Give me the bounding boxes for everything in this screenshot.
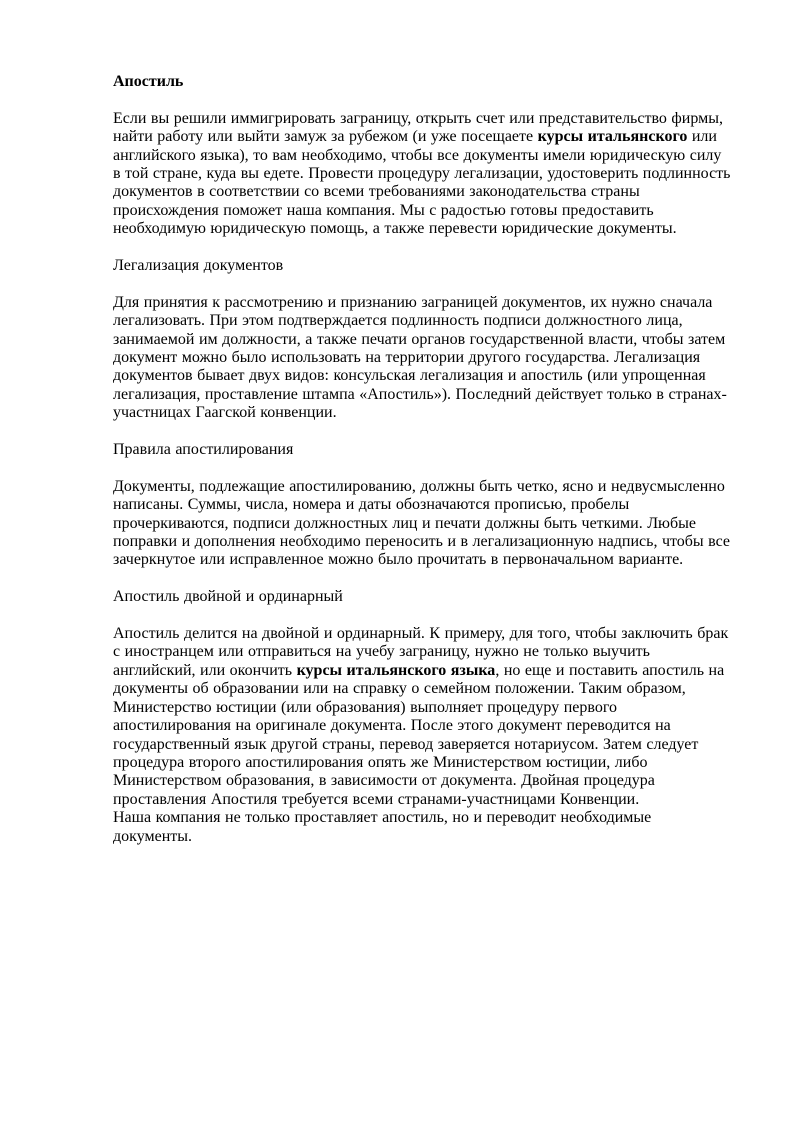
paragraph	[113, 110, 732, 239]
text-run: Апостиль двойной и ординарный	[113, 588, 343, 606]
section-heading	[113, 441, 732, 459]
text-run: Для принятия к рассмотрению и признанию заграницей документов, их нужно сначала легализовать. При этом подтверждается подлинность подписи должностного лица, занимаемой им должности, а также печати органов государственной власти, чтобы затем документ можно было использовать на территории другого государства. Легализация документов бывает двух видов: консульская легализация и апостиль (или упрощенная легализация, проставление штампа «Апостиль»). Последний действует только в странах-участницах Гаагской конвенции.	[113, 293, 727, 422]
text-run: или английского языка), то вам необходимо, чтобы все документы имели юридическую силу в той стране, куда вы едете. Провести процедуру легализации, удостоверить подлинность документов в соответствии со всеми требованиями законодательства страны происхождения поможет наша компания. Мы с радостью готовы предоставить необходимую юридическую помощь, а также перевести юридические документы.	[113, 128, 731, 238]
text-run: Наша компания не только проставляет апостиль, но и переводит необходимые документы.	[113, 809, 652, 845]
section-heading	[113, 588, 732, 606]
paragraph	[113, 625, 732, 846]
bold-text-run: Апостиль	[113, 73, 184, 90]
text-run: Документы, подлежащие апостилированию, должны быть четко, ясно и недвусмысленно написаны. Суммы, числа, номера и даты обозначаются прописью, пробелы прочеркиваются, подписи должностных лиц и печати должны быть четкими. Любые поправки и дополнения необходимо переносить и в легализационную надпись, чтобы все зачеркнутое или исправленное можно было прочитать в первоначальном варианте.	[113, 477, 731, 569]
text-run: Правила апостилирования	[113, 441, 294, 459]
document-title	[113, 73, 732, 91]
text-run: Если вы решили иммигрировать заграницу, открыть счет или представительство фирмы, найти работу или выйти замуж за рубежом (и уже посещаете	[113, 109, 723, 146]
text-run: Легализация документов	[113, 257, 284, 275]
paragraph	[113, 294, 732, 423]
text-run: Апостиль делится на двойной и ординарный. К примеру, для того, чтобы заключить брак с иностранцем или отправиться на учебу заграницу, нужно не только выучить английский, или окончить	[113, 625, 729, 679]
text-run: , но еще и поставить апостиль на документы об образовании или на справку о семейном положении. Таким образом, Министерство юстиции (или образования) выполняет процедуру первого апостилирования на оригинале документа. После этого документ переводится на государственный язык другой страны, перевод заверяется нотариусом. Затем следует процедура второго апостилирования опять же Министерством юстиции, либо Министерством образования, в зависимости от документа. Двойная процедура проставления Апостиля требуется всеми странами-участницами Конвенции.	[113, 661, 725, 808]
bold-text-run: курсы итальянского языка	[296, 661, 496, 679]
bold-text-run: курсы итальянского	[537, 128, 688, 146]
section-heading	[113, 257, 732, 275]
paragraph	[113, 478, 732, 570]
document-content	[113, 73, 732, 846]
